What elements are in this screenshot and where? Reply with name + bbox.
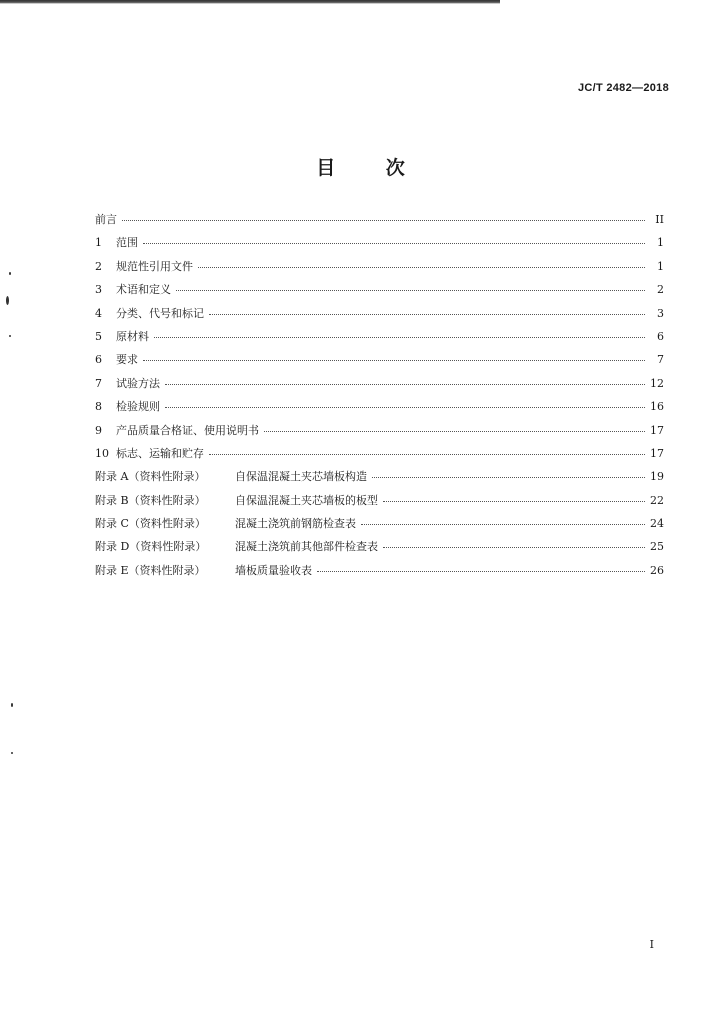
dot-leader [209, 454, 645, 455]
toc-entry-number: 附录 D（资料性附录） [95, 540, 207, 554]
toc-entry-page: 26 [650, 563, 664, 577]
toc-entry-label [95, 562, 312, 578]
toc-entry-title: 范围 [116, 236, 138, 250]
toc-entry-page: 2 [657, 283, 664, 297]
scan-speck [6, 296, 9, 305]
toc-entry-page: 19 [650, 470, 664, 484]
dot-leader [122, 220, 645, 221]
toc-entry [95, 281, 664, 304]
toc-entry [95, 515, 664, 538]
toc-entry-page: 16 [650, 400, 664, 414]
dot-leader [165, 384, 645, 385]
toc-entry [95, 375, 664, 398]
toc-entry-page: 1 [657, 236, 664, 250]
toc-entry-label [95, 211, 117, 227]
toc-entry [95, 422, 664, 445]
toc-entry-label [95, 445, 204, 461]
toc-entry-title: 分类、代号和标记 [116, 306, 204, 320]
dot-leader [209, 314, 645, 315]
table-of-contents [95, 211, 664, 585]
toc-entry [95, 445, 664, 468]
toc-entry-number: 9 [95, 423, 102, 437]
toc-entry-number: 8 [95, 400, 102, 414]
toc-entry-number: 6 [95, 353, 102, 367]
toc-entry-label [95, 468, 367, 484]
dot-leader [143, 360, 645, 361]
toc-entry-number: 4 [95, 306, 102, 320]
toc-entry-title: 试验方法 [116, 376, 160, 390]
toc-entry [95, 562, 664, 585]
toc-entry-page: 22 [650, 493, 664, 507]
scan-speck [9, 335, 11, 337]
toc-entry-label [95, 281, 171, 297]
toc-entry [95, 398, 664, 421]
toc-entry-number: 附录 C（资料性附录） [95, 517, 206, 531]
dot-leader [176, 290, 645, 291]
dot-leader [165, 407, 645, 408]
scan-edge-shadow [0, 0, 500, 4]
toc-entry-title: 要求 [116, 353, 138, 367]
toc-entry-title: 标志、运输和贮存 [116, 446, 204, 460]
toc-entry-label [95, 515, 356, 531]
toc-entry-label [95, 398, 160, 414]
toc-entry-number: 附录 E（资料性附录） [95, 563, 206, 577]
toc-entry-label [95, 305, 204, 321]
scan-speck [9, 272, 11, 275]
toc-entry-title: 墙板质量验收表 [235, 563, 312, 577]
toc-entry-label [95, 422, 259, 438]
toc-entry-label [95, 538, 378, 554]
toc-entry-number: 2 [95, 259, 102, 273]
toc-entry-number: 1 [95, 236, 102, 250]
scan-speck [11, 752, 13, 754]
dot-leader [317, 571, 645, 572]
toc-entry-number: 附录 B（资料性附录） [95, 493, 206, 507]
toc-entry-page: 17 [650, 446, 664, 460]
toc-entry [95, 468, 664, 491]
toc-entry [95, 258, 664, 281]
toc-entry-label [95, 375, 160, 391]
toc-entry-page: 1 [657, 259, 664, 273]
toc-entry-title: 术语和定义 [116, 283, 171, 297]
toc-entry-number: 前言 [95, 213, 117, 226]
toc-entry [95, 538, 664, 561]
toc-entry-page: 25 [650, 540, 664, 554]
toc-entry [95, 305, 664, 328]
toc-entry-page: 12 [650, 376, 664, 390]
toc-entry-title: 混凝土浇筑前钢筋检查表 [235, 517, 356, 531]
toc-entry-label [95, 258, 193, 274]
toc-entry-title: 原材料 [116, 329, 149, 343]
dot-leader [361, 524, 645, 525]
toc-entry-title: 自保温混凝土夹芯墙板构造 [235, 470, 367, 484]
toc-entry-title: 自保温混凝土夹芯墙板的板型 [235, 493, 378, 507]
toc-entry-page: 7 [657, 353, 664, 367]
toc-entry-title: 产品质量合格证、使用说明书 [116, 423, 259, 437]
toc-entry-page: II [655, 213, 664, 226]
dot-leader [143, 243, 645, 244]
toc-entry-page: 3 [657, 306, 664, 320]
toc-entry-number: 5 [95, 329, 102, 343]
page-title: 目 次 [316, 157, 427, 179]
toc-entry-number: 附录 A（资料性附录） [95, 470, 206, 484]
dot-leader [372, 477, 645, 478]
toc-entry-number: 3 [95, 283, 102, 297]
toc-entry-number: 7 [95, 376, 102, 390]
dot-leader [154, 337, 645, 338]
toc-entry-label [95, 328, 149, 344]
dot-leader [383, 501, 645, 502]
dot-leader [198, 267, 645, 268]
standard-number: JC/T 2482—2018 [577, 82, 669, 94]
toc-entry-label [95, 351, 138, 367]
toc-entry-title: 检验规则 [116, 400, 160, 414]
toc-entry [95, 492, 664, 515]
toc-entry [95, 328, 664, 351]
toc-entry-page: 17 [650, 423, 664, 437]
toc-entry-number: 10 [95, 446, 109, 460]
toc-entry-title: 规范性引用文件 [116, 259, 193, 273]
toc-entry-label [95, 492, 378, 508]
page-number: I [649, 938, 654, 951]
dot-leader [264, 431, 645, 432]
toc-entry-title: 混凝土浇筑前其他部件检查表 [235, 540, 378, 554]
dot-leader [383, 547, 645, 548]
toc-entry-page: 6 [657, 329, 664, 343]
toc-entry [95, 234, 664, 257]
toc-entry-page: 24 [650, 517, 664, 531]
toc-entry [95, 351, 664, 374]
scan-speck [11, 703, 13, 707]
toc-entry-label [95, 234, 138, 250]
toc-entry [95, 211, 664, 234]
